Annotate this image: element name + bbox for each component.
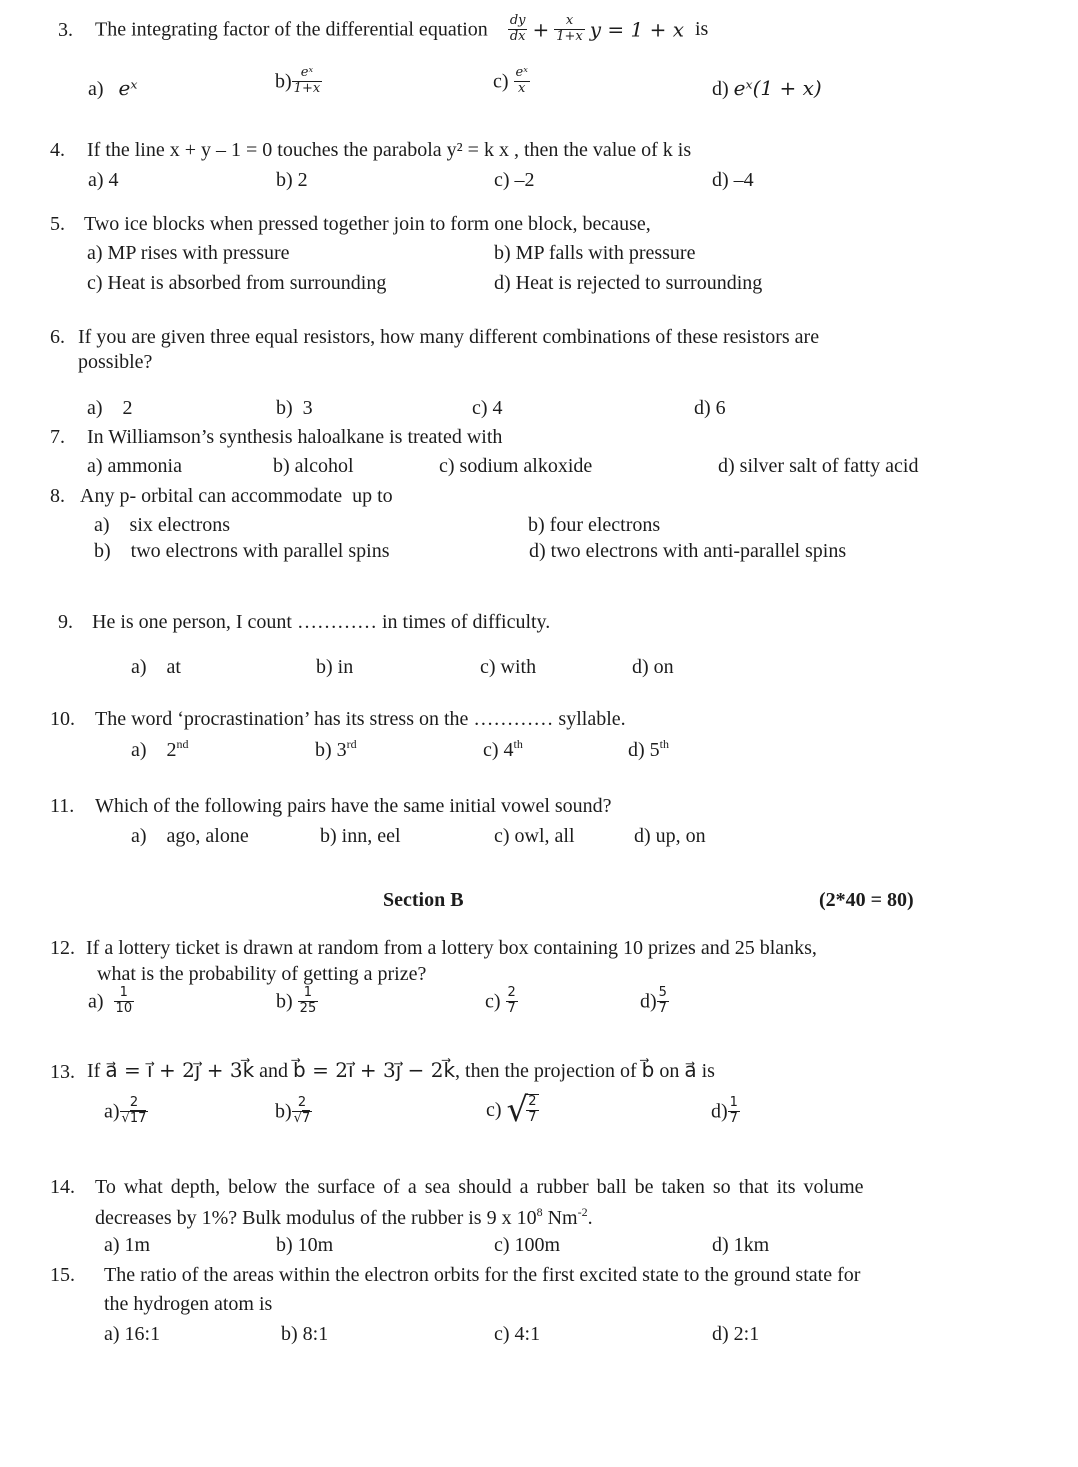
q12-option-a: a) $\frac{1}{10}$	[88, 985, 133, 1016]
equation-rest: y = 1 + x	[589, 17, 684, 42]
question-13-text: If a⃗ = ı⃗ + 2ȷ⃗ + 3k⃗ and b⃗ = 2ı⃗ + 3ȷ⃗ − 2k⃗, then the projection of b⃗ on a⃗ is	[87, 1058, 715, 1082]
q9-option-a: a) at	[131, 656, 181, 678]
q8-option-d: d) two electrons with anti-parallel spins	[529, 540, 847, 562]
equation-x-over-1px: $\frac{x}{1+x}$	[556, 13, 583, 44]
question-9-number: 9.	[58, 611, 73, 633]
question-7-number: 7.	[50, 426, 65, 448]
question-15-text-line2: the hydrogen atom is	[104, 1293, 273, 1315]
question-5-number: 5.	[50, 213, 65, 235]
q12-option-c: c) $\frac{2}{7}$	[485, 985, 516, 1016]
q4-option-d: d) –4	[712, 169, 754, 191]
q8-option-c: b) two electrons with parallel spins	[94, 540, 390, 562]
q6-option-d: d) 6	[694, 397, 726, 419]
q4-option-c: c) –2	[494, 169, 535, 191]
q7-option-c: c) sodium alkoxide	[439, 455, 593, 477]
question-10-number: 10.	[50, 708, 75, 730]
q9-option-c: c) with	[480, 656, 537, 678]
q4-option-b: b) 2	[276, 169, 308, 191]
question-6-text-line1: If you are given three equal resistors, how many different combinations of these resistors are	[78, 326, 820, 348]
q11-option-b: b) inn, eel	[320, 825, 401, 847]
q13-option-d: d) $\frac{1}{7}$	[711, 1095, 738, 1126]
question-15-number: 15.	[50, 1264, 75, 1286]
question-11-text: Which of the following pairs have the same initial vowel sound?	[95, 795, 612, 817]
question-8-text: Any p- orbital can accommodate up to	[80, 485, 393, 507]
q6-option-c: c) 4	[472, 397, 503, 419]
q3-option-a: a) eˣ	[88, 76, 138, 100]
q7-option-d: d) silver salt of fatty acid	[718, 455, 919, 477]
question-4-text: If the line x + y – 1 = 0 touches the parabola y² = k x , then the value of k is	[87, 139, 692, 161]
question-12-number: 12.	[50, 937, 75, 959]
q15-option-a: a) 16:1	[104, 1323, 161, 1345]
question-14-text-line1: To what depth, below the surface of a sea should a rubber ball be taken so that its volume	[95, 1176, 864, 1198]
q12-option-d: d) $\frac{5}{7}$	[640, 985, 667, 1016]
q3-option-d: d) eˣ(1 + x)	[712, 76, 822, 100]
vector-b-expression: b⃗ = 2ı⃗ + 3ȷ⃗ − 2k⃗	[293, 1058, 456, 1082]
question-9-text: He is one person, I count ………… in times of difficulty.	[92, 611, 551, 633]
q9-option-b: b) in	[316, 656, 354, 678]
q6-option-a: a) 2	[87, 397, 133, 419]
q14-option-a: a) 1m	[104, 1234, 151, 1256]
question-10-text: The word ‘procrastination’ has its stress on the ………… syllable.	[95, 708, 626, 730]
q7-option-a: a) ammonia	[87, 455, 182, 477]
sqrt-fraction: √ $\frac{2}{7}$	[506, 1090, 537, 1130]
question-3-stem: The integrating factor of the differential equation	[95, 18, 488, 41]
q15-option-b: b) 8:1	[281, 1323, 329, 1345]
q10-option-a: a) 2nd	[131, 737, 189, 761]
q5-option-b: b) MP falls with pressure	[494, 242, 696, 264]
question-12-text-line1: If a lottery ticket is drawn at random from a lottery box containing 10 prizes and 25 blanks,	[86, 937, 817, 959]
q11-option-c: c) owl, all	[494, 825, 575, 847]
q10-option-b: b) 3rd	[315, 737, 357, 761]
q13-option-c: c) √ $\frac{2}{7}$	[486, 1090, 537, 1130]
section-b-title: Section B	[383, 889, 464, 911]
q14-option-d: d) 1km	[712, 1234, 770, 1256]
question-15-text-line1: The ratio of the areas within the electron orbits for the first excited state to the ground state for	[104, 1264, 861, 1286]
q10-option-d: d) 5th	[628, 737, 670, 761]
q5-option-a: a) MP rises with pressure	[87, 242, 290, 264]
q9-option-d: d) on	[632, 656, 674, 678]
question-4-number: 4.	[50, 139, 65, 161]
question-11-number: 11.	[50, 795, 75, 817]
q14-option-b: b) 10m	[276, 1234, 334, 1256]
q3-option-c: c) $\frac{\text{eˣ}}{x}$	[493, 65, 528, 96]
q11-option-d: d) up, on	[634, 825, 706, 847]
question-5-text: Two ice blocks when pressed together join to form one block, because,	[84, 213, 651, 235]
question-6-number: 6.	[50, 326, 65, 348]
q7-option-b: b) alcohol	[273, 455, 354, 477]
equation-dy-dx: $\frac{dy}{dx}$	[509, 13, 526, 44]
q8-option-b: b) four electrons	[528, 514, 661, 536]
sqrt-icon: √	[121, 1110, 130, 1126]
q6-option-b: b) 3	[276, 397, 313, 419]
question-3-text: The integrating factor of the differential equation $\frac{dy}{dx}$ + $\frac{x}{1+x}$ y = 1 + x is	[95, 13, 709, 44]
question-8-number: 8.	[50, 485, 65, 507]
sqrt-icon: √	[293, 1110, 302, 1126]
question-14-number: 14.	[50, 1176, 75, 1198]
question-14-text-line2: decreases by 1%? Bulk modulus of the rubber is 9 x $10^8$ $Nm^{-2}$.	[95, 1205, 593, 1229]
q5-option-d: d) Heat is rejected to surrounding	[494, 272, 763, 294]
q13-option-b: b) $\frac{2}{√7}$	[275, 1095, 311, 1126]
q13-option-a: a) $\frac{2}{√17}$	[104, 1095, 147, 1126]
q8-option-a: a) six electrons	[94, 514, 231, 536]
q3-option-b: b) $\frac{\text{eˣ}}{1+x}$	[275, 65, 321, 96]
question-3-number: 3.	[58, 19, 73, 41]
q12-option-b: b) $\frac{1}{25}$	[276, 985, 317, 1016]
q14-option-c: c) 100m	[494, 1234, 561, 1256]
q15-option-c: c) 4:1	[494, 1323, 541, 1345]
question-12-text-line2: what is the probability of getting a prize?	[97, 963, 427, 985]
q15-option-d: d) 2:1	[712, 1323, 760, 1345]
q5-option-c: c) Heat is absorbed from surrounding	[87, 272, 387, 294]
question-7-text: In Williamson’s synthesis haloalkane is treated with	[87, 426, 503, 448]
question-6-text-line2: possible?	[78, 351, 153, 373]
question-13-number: 13.	[50, 1061, 75, 1083]
sqrt-icon: √	[506, 1090, 529, 1130]
section-b-marks: (2*40 = 80)	[819, 889, 914, 911]
q11-option-a: a) ago, alone	[131, 825, 249, 847]
vector-a-expression: a⃗ = ı⃗ + 2ȷ⃗ + 3k⃗	[105, 1058, 255, 1082]
q10-option-c: c) 4th	[483, 737, 523, 761]
q4-option-a: a) 4	[88, 169, 119, 191]
